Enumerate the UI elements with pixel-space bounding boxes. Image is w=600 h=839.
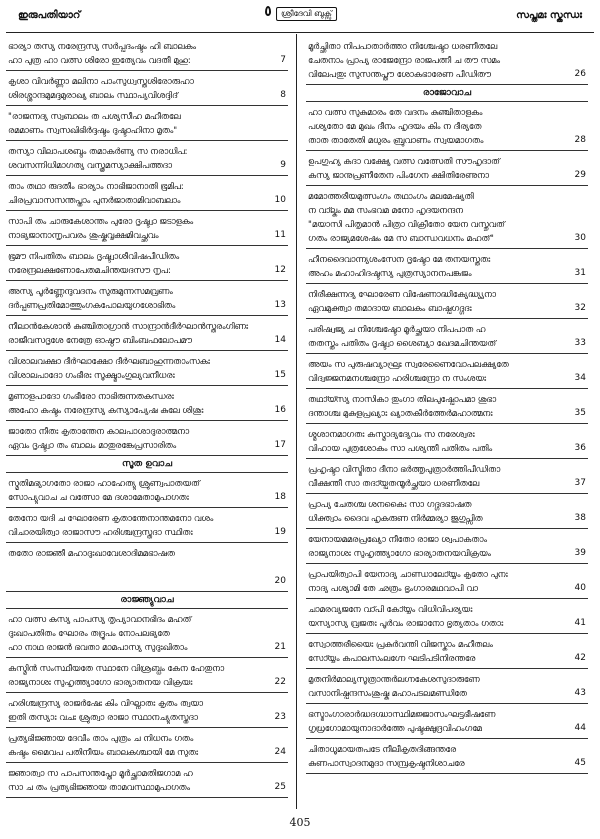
verse-line: ഹാ പുത്ര ഹാ വത്സ ശിരോ ഇത്യേവം വദതീ മുഹു:	[8, 55, 191, 65]
verse-number: 11	[274, 230, 286, 240]
verse-line: കഷ്ടം മൈവപ പതിനീയം ബാലകശ്ചായി മേ സുതഃ	[8, 747, 199, 757]
verse-line: വിശാലവക്ഷാ ദീർഘാക്ഷോ ദീർഘബാഹുന്നതാംസകഃ	[8, 356, 210, 366]
verse-block	[306, 599, 588, 634]
verse-line: വസാനിഷ്പന്ദസംശുഷ്ക മഹാപടലമണ്ഡിതേ	[308, 688, 467, 698]
verse-line: മൃതനിർമാല്യസൂത്രാന്തർലഗ്നകേശസുദാരുണേ	[308, 674, 480, 684]
verse-line: ശ്മശാനമാഗതഃ കസ്മാദ്യദ്യേവം സ നരേശ്വരഃ	[308, 429, 475, 439]
verse-number: 16	[274, 405, 286, 415]
verse-line: യസ്യാസ്യ വ്രജതഃ പൂർവം രാജാനോ ഭൃത്യതാം ഗതാഃ	[308, 618, 504, 628]
verse-line: ഉപഗുഹ്യ കദാ വക്ഷ്യേ വത്സ വത്സേതി സൗഹൃദാത്	[308, 156, 500, 166]
verse-line: വീക്ഷന്തീ സാ തദാ്യ്പതന്മൂർച്ഛയാ ധരണീതലേ	[308, 478, 480, 488]
verse-block	[306, 424, 588, 459]
verse-line: ഭൂമൗ നിപതിതം ബാലം ദൃഷ്ട്വാശീവിഷപീഡിതം	[8, 251, 180, 261]
right-column	[306, 36, 588, 807]
verse-block	[306, 249, 588, 284]
verse-block	[6, 106, 288, 141]
verse-number: 30	[574, 233, 586, 243]
verse-block	[306, 319, 588, 354]
left-column	[6, 36, 288, 807]
verse-line: ഇതി തസ്യാഃ വചഃ ശ്രുത്വാ രാജാ സ്ഥാനച്യുതസ്തദാ	[8, 712, 198, 722]
verse-line: മൂർച്ഛിതാ നിപപാതാർത്താ നിശ്ചേഷ്ടാ ധരണീതലേ	[308, 41, 498, 51]
verse-line: ന വാ്ല്കം മമ സംഭവമ മനോ ഹൃദയനന്ദന	[308, 205, 463, 215]
verse-number: 44	[574, 723, 586, 733]
verse-block	[6, 473, 288, 508]
verse-block	[6, 658, 288, 693]
header-right-title: സപ്തമഃ സ്കന്ധഃ	[516, 10, 582, 21]
verse-line: സാപി തം ചാരുകേശാന്തം പുരോ ദൃഷ്ട്വാ ജടാളകം	[8, 216, 194, 226]
section-heading: രാജോവാച	[306, 85, 588, 102]
verse-number: 35	[574, 408, 586, 418]
verse-line: തസ്യാ വിലാപശബ്ദം തമാകർണ്യ സ നരാധിപ:	[8, 146, 188, 156]
verse-line	[8, 560, 270, 574]
verse-line: ശിരശ്ശാന്ദമുമദ്ദമുരാഖ്യ ബാലം സ്ഥാപ്യവിശദ്ദിദ്	[8, 90, 178, 100]
verse-line: രാജ്യനാശഃ സുഹൃത്ത്യാഗോ ഭാര്യാതനയവിക്രയം	[308, 548, 491, 558]
verse-number: 39	[574, 548, 586, 558]
verse-line: പശ്യതോ മേ മുഖം ദീനം ഹൃദയം കിം ന ദീര്യതേ	[308, 121, 482, 131]
verse-line: അഹോ കഷ്ടം നരേന്ദ്രസ്യ കസ്യാപ്യേഷ കുലേ ശിശുഃ	[8, 405, 204, 415]
verse-line: അയം സ പുരുഷവ്യാഘ്രഃ സ്വരേണൈവോപലക്ഷ്യതേ	[308, 359, 509, 369]
verse-number: 22	[274, 677, 286, 687]
verse-line: മമോത്തരീയമുത്സംഗം തഥാംഗം മലമേഷ്യതി	[308, 191, 474, 201]
verse-line: കസ്മിൻ സംസ്ഥീയതേ സ്ഥാനേ വിശ്രബ്ധം കേന ഹേതുനാ	[8, 663, 225, 673]
flame-icon	[263, 6, 273, 22]
verse-block	[306, 284, 588, 319]
verse-line: ജാതോ നീതഃ കൃതാന്തേന കാലപാശാദുരാത്മനാ	[8, 426, 190, 436]
verse-block	[306, 704, 588, 739]
section-heading: രാജ്ഞ്യുവാച	[6, 592, 288, 609]
verse-number: 45	[574, 758, 586, 768]
verse-block	[6, 176, 288, 211]
verse-number: 14	[274, 335, 286, 345]
verse-block	[6, 246, 288, 281]
verse-line: മൃണാളപാദോ ഗംഭീരോ നാഭിരുന്നതകന്ധരഃ	[8, 391, 174, 401]
verse-line: വിചാരയിത്വാ രാജാസൗ ഹരിശ്ചന്ദ്രസ്തദാ സ്ഥിതഃ	[8, 527, 193, 537]
verse-line: കൃശാ വിവർണ്ണാ മലിനാ പാംസുധ്വസ്തശിരോരുഹാ	[8, 76, 194, 86]
verse-number: 34	[574, 373, 586, 383]
verse-line: ദുഃഖാപതിതം ഘോരം തദ്രൂപം നോപലഭ്യതേ	[8, 628, 170, 638]
verse-block	[6, 141, 288, 176]
verse-line: ഏവമുക്ത്വാ തമാദായ ബാലകം ബാഷ്പഗദ്ഗദഃ	[308, 303, 472, 313]
verse-line: ഗതം രാജ്യമശേഷം മേ സ ബാന്ധവധനം മഹത്"	[308, 233, 494, 243]
verse-number: 8	[280, 90, 286, 100]
header-left-title: ഇരുപതിയാറ്	[18, 10, 81, 21]
section-heading: സൂത ഉവാച	[6, 456, 288, 473]
verse-line: ചിതാധൂമായതപടേ നീലീകൃതദിങ്ങന്തരേ	[308, 744, 456, 754]
verse-number: 9	[280, 160, 286, 170]
verse-number: 32	[574, 303, 586, 313]
verse-line: സ്വോത്തരീയൈഃ പ്രകുർവന്തി വിജസ്കാം മഹീതലം	[308, 639, 493, 649]
publisher-name: ശ്രീദേവി ബുക്സ്	[276, 7, 337, 21]
verse-line: കുണപാസ്വാദനമുദാ സമ്പ്രകൃഷ്ടനിശാചരേ	[308, 758, 465, 768]
verse-line: ദർപ്പണപ്രതിമോത്തുംഗകപോലയുഗശോഭിതം	[8, 300, 176, 310]
verse-block	[306, 389, 588, 424]
verse-block	[6, 36, 288, 71]
column-divider	[296, 34, 297, 809]
verse-block	[306, 494, 588, 529]
verse-block	[6, 71, 288, 106]
verse-block	[306, 529, 588, 564]
verse-block	[6, 386, 288, 421]
verse-number: 31	[574, 268, 586, 278]
verse-number: 33	[574, 338, 586, 348]
verse-line: അഹം മഹാഹിദഷ്ടസ്യ പുത്രസ്യാനനപങ്കജം	[308, 268, 472, 278]
verse-line: വിലേപതുഃ സുസന്തപ്തൗ ശോകഭാരേണ പീഡിതൗ	[308, 69, 491, 79]
verse-line: നാഭ്യജാനാന്നൃപവരം ശുഷ്കവൃക്ഷമിവച്ഛവം	[8, 230, 159, 240]
header-rule	[6, 32, 594, 33]
verse-number: 23	[274, 712, 286, 722]
verse-block	[6, 281, 288, 316]
verse-line: ചേതനാം പ്രാപ്യ രാജേന്ദ്രോ രാജപത്നീ ച തൗ സമം	[308, 55, 500, 65]
verse-line	[8, 574, 270, 588]
verse-block	[306, 634, 588, 669]
verse-number: 13	[274, 300, 286, 310]
verse-block	[6, 316, 288, 351]
verse-number: 26	[574, 69, 586, 79]
page-number: 405	[289, 816, 311, 829]
verse-number: 15	[274, 370, 286, 380]
verse-number: 28	[574, 135, 586, 145]
verse-line: കസ്യ ജാനുപ്രണീതേന പിംഗേന ക്ഷിതിരേണുനാ	[308, 170, 489, 180]
verse-number: 7	[280, 55, 286, 65]
verse-number: 37	[574, 478, 586, 488]
verse-number: 20	[274, 576, 286, 586]
verse-line: താത താതേതി മധുരം ബ്രുവാണം സ്വയമാഗതം	[308, 135, 484, 145]
verse-line: പരിഷ്വജ്യ ച നിശ്ചേഷ്ടോ മൂർച്ഛയാ നിപപാത ഹ	[308, 324, 486, 334]
verse-line: ഹാ വത്സ കസ്യ പാപസ്യ തൃപ്യാവാനഭിദം മഹത്	[8, 614, 192, 624]
verse-line: ദന്താശ്ച മുകുളപ്രഖ്യാഃ ഖ്യാതകീർത്തേർമഹാത്മനഃ	[308, 408, 493, 418]
verse-line: ഹരിശ്ചന്ദ്രസ്യ രാജർഷേഃ കിം വിഘ്നാതഃ കൃതം ത്വയാ	[8, 698, 203, 708]
verse-line: രമമാണം സ്വസഖിഭിർദ്ദഷ്ടം ദുഷ്ടാഹിനാ മൃതം"	[8, 125, 178, 135]
verse-line: നാദ്യ പശ്യാമി തേ ഛത്രം ഭൃംഗാരമഥവാപി വാ	[308, 583, 478, 593]
verse-block	[306, 354, 588, 389]
verse-line: താം തഥാ രുദതീം ഭാര്യാം നാഭിജാനാതി ഭൂമിപ:	[8, 181, 184, 191]
verse-line: നീലാൻകേശാൻ കുഞ്ചിതാഗ്രാൻ സാന്ദ്രാൻദീർഘാൻസ്തരംഗിണഃ	[8, 321, 249, 331]
verse-line: വിഹായ പുത്രശോകം സാ പശ്യന്തീ പതിതം പതിം	[308, 443, 493, 453]
verse-number: 42	[574, 653, 586, 663]
verse-number: 38	[574, 513, 586, 523]
verse-line: ശവസന്നിധിമാഗത്യ വസ്ത്രമസ്യാക്ഷിപത്തദാ	[8, 160, 172, 170]
verse-block	[306, 459, 588, 494]
verse-number: 19	[274, 527, 286, 537]
verse-number: 36	[574, 443, 586, 453]
verse-line: ഹാ വത്സ സുകുമാരം തേ വദനം കുഞ്ചിതാളകം	[308, 107, 483, 117]
verse-number: 17	[274, 440, 286, 450]
verse-line: സോപ്യുവാച ച വത്സോ മേ ദശാമേതാമുപാഗതഃ	[8, 492, 189, 502]
verse-block	[306, 669, 588, 704]
verse-line: "മയാസി പിതൃമാൻ പിത്രാ വിക്രീതോ യേന വസ്തുവത്	[308, 219, 505, 229]
verse-line: നരേന്ദ്രലക്ഷണോപേതമചിന്തയദസൗ നൃപ:	[8, 265, 171, 275]
verse-block	[306, 564, 588, 599]
verse-block	[6, 351, 288, 386]
verse-line: പ്രത്യഭിജ്ഞായ ദേവീം താം പുത്രം ച നിധനം ഗതം	[8, 733, 194, 743]
publisher-mark	[263, 6, 337, 22]
verse-line: ഗൃധ്രഗോമായുനാദാർത്തേ പുഷ്ടക്ഷുദ്രവിഹംഗമേ	[308, 723, 482, 733]
verse-number: 21	[274, 642, 286, 652]
verse-line: ചിരപ്രവാസസന്തപ്താം പുനർജാതാമിവാബലാം	[8, 195, 181, 205]
verse-block	[306, 186, 588, 249]
verse-number: 43	[574, 688, 586, 698]
verse-line: "രാജന്നദ്യ സ്വബാലം ത പശ്യസീഹ മഹീതലേ	[8, 111, 181, 121]
page-header	[14, 6, 586, 28]
verse-line: ഭാര്യാ തസ്യ നരേന്ദ്രസ്യ സർപ്പദംഷ്ടം ഹി ബാലകം	[8, 41, 197, 51]
verse-block	[306, 739, 588, 774]
verse-line: വിശാലപാദോ ഗംഭീരഃ സൂക്ഷ്മാംഗുല്യവനീധരഃ	[8, 370, 175, 380]
verse-line: നിരീക്ഷന്നദ്യ ഘോരേണ വിഷേണാദ്ധിക്യേദ്ധ്യ്യനാ	[308, 289, 497, 299]
verse-block	[6, 728, 288, 763]
verse-line: ധിക്ത്വാം ദൈവ ഹൃകരുണ നിർമ്മര്യാ ജുഗുപ്സിത	[308, 513, 483, 523]
verse-block	[306, 36, 588, 85]
verse-line: രാജ്യനാശഃ സുഹൃത്ത്യാഗോ ഭാര്യാതനയ വിക്രയഃ	[8, 677, 193, 687]
verse-number: 25	[274, 782, 286, 792]
verse-line: ഹീനദൈവാന്ന്യശംസേന ദൃഷ്ടോ മേ തനയസ്തതഃ	[308, 254, 491, 264]
verse-line: ജ്ഞാത്വാ സ പാപസന്തപ്തോ മൂർച്ഛാമതിജഗാമ ഹ	[8, 768, 193, 778]
verse-block	[6, 763, 288, 798]
verse-block	[6, 609, 288, 658]
verse-line: യേനായമമരപ്രഖ്യോ നീതോ രാജാ ശ്വപാകതാം	[308, 534, 487, 544]
verse-block	[6, 421, 288, 456]
verse-number: 12	[274, 265, 286, 275]
verse-number: 29	[574, 170, 586, 180]
verse-block	[306, 102, 588, 151]
verse-line: പ്രഹൃഷ്ടാ വിസ്മിതാ ദീനാ ഭർത്തൃപുത്രാർത്തിപീഡിതാ	[308, 464, 501, 474]
verse-line: സോ്യ്യം കപാലസംലഗ്നേ ഘടിപടിനിരന്തരേ	[308, 653, 476, 663]
verse-line: ചാമരവ്യജനേ വാ്പി കോ്യ്യം വിധിവിപര്യയഃ	[308, 604, 473, 614]
verse-line: പ്രാപ്യ ചേതശ്ച ശനകൈഃ സാ ഗദ്ഗദഭാഷത	[308, 499, 472, 509]
verse-line: തതസ്തം പതിതം ദൃഷ്ട്വാ ശൈബ്യാ ഖേദമചിന്തയത്	[308, 338, 496, 348]
verse-number: 40	[574, 583, 586, 593]
verse-line: രാജീവസദൃശേ നേത്രേ ഓഷ്ഠൗ ബിംബഫലോപമൗ	[8, 335, 192, 345]
verse-line: ഹാ നാഥ രാജൻ ഭവതാ മാമപാസ്യ സുദുഃഖിതാം	[8, 642, 188, 652]
verse-line: പ്രാപയിത്വാപി യേനാദ്യ ചാണ്ഡാലോ്യ്യം കൃതോ പുനഃ	[308, 569, 508, 579]
verse-line: സ്മൃതിമഭ്യാഗതോ രാജാ ഹാഹേത്യു ശ്രുണ്വപാതയത്	[8, 478, 200, 488]
verse-block	[306, 151, 588, 186]
verse-block	[6, 211, 288, 246]
verse-line: തേനോ യദി ച ഘോരേണ കൃതാന്തേനാന്തമനോ വശം	[8, 513, 214, 523]
verse-block	[6, 693, 288, 728]
verse-number: 18	[274, 492, 286, 502]
verse-line: അസ്യ പൂർണ്ണേന്ദുവദനം സുരുമുന്നസമവ്രണം	[8, 286, 173, 296]
verse-line: തതോ രാജ്ഞീ മഹാദുഃഖാവേശാദിമമഭാഷത	[8, 548, 175, 558]
verse-line: ഭസ്മാംഗാരാർദ്ധദഗ്ദ്ധാസ്ഥിമജ്ജാസംഘട്ടഭീഷണേ	[308, 709, 496, 719]
verse-line: തഥാ്യ്സ്യ നാസികാ തുംഗാ തിലപുഷ്പോപമാ ശുഭാ	[308, 394, 497, 404]
verse-number: 24	[274, 747, 286, 757]
verse-line: വിദ്വജ്ജനമനശ്ചന്ദ്രോ ഹരിശ്ചന്ദ്രോ ന സംശയഃ	[308, 373, 486, 383]
verse-block	[6, 543, 288, 592]
verse-block	[6, 508, 288, 543]
verse-line: സാ ച തം പ്രത്യഭിജ്ഞായ താമവസ്ഥാമുപാഗതം	[8, 782, 190, 792]
verse-number: 10	[274, 195, 286, 205]
verse-line: ഏവം ദൃഷ്ട്വാ തം ബാലം മാതുരങ്കേപ്രസാരിതം	[8, 440, 177, 450]
verse-number: 41	[574, 618, 586, 628]
